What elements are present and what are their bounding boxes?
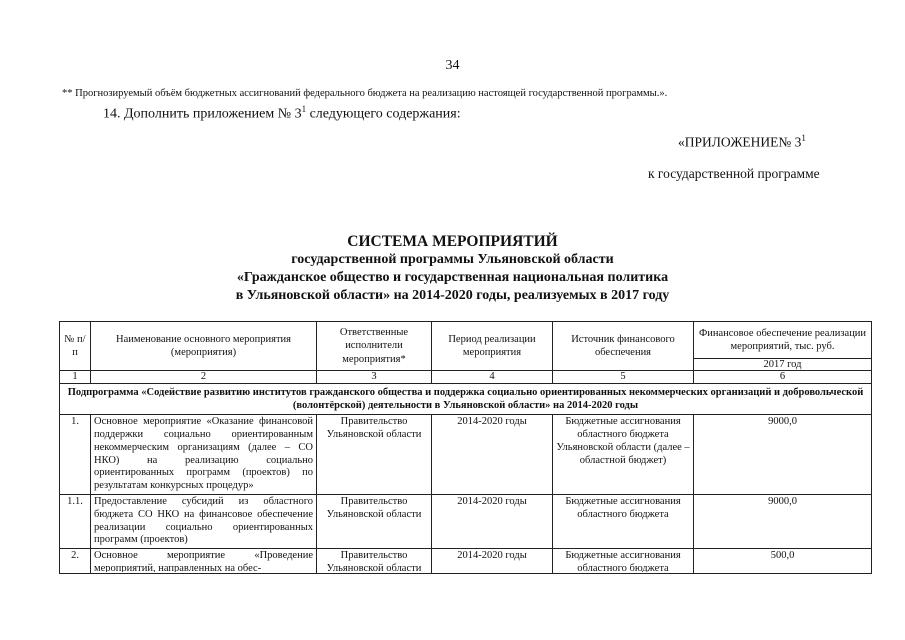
row-amount: 9000,0 — [694, 495, 872, 549]
subprogram-title: Подпрограмма «Содействие развитию институтов гражданского общества и поддержка социально ориентированных некоммерческих организаций и добровольческой (волонтёрской) деятельности в Ульяновской области» на 2014-2020 годы — [60, 384, 872, 415]
header-period: Период реализации мероприятия — [432, 322, 553, 371]
header-name: Наименование основного мероприятия (мероприятия) — [91, 322, 317, 371]
column-number: 2 — [91, 371, 317, 384]
column-number: 4 — [432, 371, 553, 384]
header-executors: Ответственные исполнители мероприятия* — [317, 322, 432, 371]
document-subtitle-line-3: в Ульяновской области» на 2014-2020 годы, реализуемых в 2017 году — [235, 288, 670, 303]
row-executor: Правительство Ульяновской области — [317, 415, 432, 495]
row-period: 2014-2020 годы — [432, 495, 553, 549]
row-executor — [317, 549, 432, 574]
header-source: Источник финансового обеспечения — [553, 322, 694, 371]
column-number: 3 — [317, 371, 432, 384]
instruction-main: 14. Дополнить приложением № 3 — [103, 106, 302, 122]
instruction-superscript: 1 — [301, 104, 307, 114]
header-year: 2017 год — [694, 359, 872, 371]
table-row — [60, 549, 872, 574]
row-number: 1. — [60, 415, 91, 495]
table-row — [60, 415, 872, 495]
appendix-superscript: 1 — [801, 133, 806, 143]
instruction-tail: следующего содержания: — [306, 106, 461, 122]
row-period-text: 2014-2020 годы — [457, 550, 527, 562]
row-executor: Правительство Ульяновской области — [317, 495, 432, 549]
row-period: 2014-2020 годы — [432, 415, 553, 495]
row-number: 1.1. — [60, 495, 91, 549]
row-executor-text: Правительство Ульяновской области — [326, 550, 422, 573]
column-number: 6 — [694, 371, 872, 384]
row-name — [91, 549, 317, 574]
row-source: Бюджетные ассигнования областного бюджета Ульяновской области (далее – областной бюджет) — [553, 415, 694, 495]
page-number: 34 — [445, 58, 460, 73]
instruction-text — [103, 104, 461, 123]
row-amount — [694, 549, 872, 574]
document-subtitle-line-1: государственной программы Ульяновской области — [291, 252, 614, 267]
row-source — [553, 549, 694, 574]
appendix-subtitle: к государственной программе — [648, 166, 820, 181]
row-source-text: Бюджетные ассигнования областного бюджета — [565, 550, 681, 573]
appendix-label-text: «ПРИЛОЖЕНИЕ№ 3 — [678, 134, 802, 150]
row-name: Предоставление субсидий из областного бюджета СО НКО на финансовое обеспечение реализации социально ориентированных программ (проектов) — [91, 495, 317, 549]
header-funding: Финансовое обеспечение реализации мероприятий, тыс. руб. — [694, 322, 872, 359]
row-name: Основное мероприятие «Оказание финансовой поддержки социально ориентированным некоммерческим организациям (далее – СО НКО) на реализацию социально ориентированных программ (проектов) по результатам конкурсных процедур» — [91, 415, 317, 495]
document-title: СИСТЕМА МЕРОПРИЯТИЙ — [347, 233, 558, 250]
document-subtitle-line-2: «Гражданское общество и государственная национальная политика — [236, 270, 669, 285]
measures-table — [59, 321, 872, 574]
column-number: 1 — [60, 371, 91, 384]
row-amount: 9000,0 — [694, 415, 872, 495]
table-row — [60, 495, 872, 549]
appendix-label — [678, 133, 806, 151]
row-number-text: 2. — [71, 550, 79, 562]
header-num: № п/п — [60, 322, 91, 371]
column-number: 5 — [553, 371, 694, 384]
row-period — [432, 549, 553, 574]
row-name-text: Основное мероприятие «Проведение мероприятий, направленных на обес- — [94, 550, 313, 573]
row-source: Бюджетные ассигнования областного бюджета — [553, 495, 694, 549]
row-amount-text: 500,0 — [770, 550, 795, 562]
footnote: ** Прогнозируемый объём бюджетных ассигнований федерального бюджета на реализацию настоящей государственной программы.». — [62, 88, 668, 99]
row-number — [60, 549, 91, 574]
